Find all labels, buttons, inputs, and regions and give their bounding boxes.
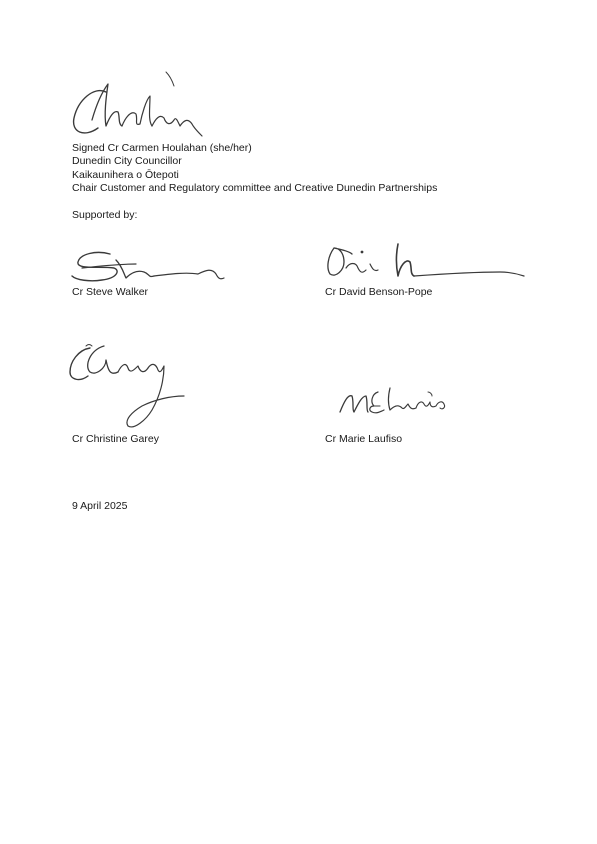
signature-marie-laufiso [334,384,458,418]
signatory-block [72,142,437,196]
maori-title-line: Kaikaunihera o Ōtepoti [72,168,179,181]
document-date: 9 April 2025 [72,500,128,512]
role-line: Dunedin City Councillor [72,155,182,168]
supporter-name-david-benson-pope: Cr David Benson-Pope [325,286,433,298]
supported-by-label: Supported by: [72,209,138,221]
supporter-name-steve-walker: Cr Steve Walker [72,286,149,298]
supporter-name-christine-garey: Cr Christine Garey [72,433,159,445]
signature-carmen-houlahan [66,70,216,142]
supporter-name-marie-laufiso: Cr Marie Laufiso [325,433,403,445]
signature-christine-garey [66,340,186,432]
chair-line: Chair Customer and Regulatory committee and Creative Dunedin Partnerships [72,182,438,195]
signature-steve-walker [70,248,230,286]
signature-david-benson-pope [322,240,527,286]
signed-by-line: Signed Cr Carmen Houlahan (she/her) [72,142,252,154]
